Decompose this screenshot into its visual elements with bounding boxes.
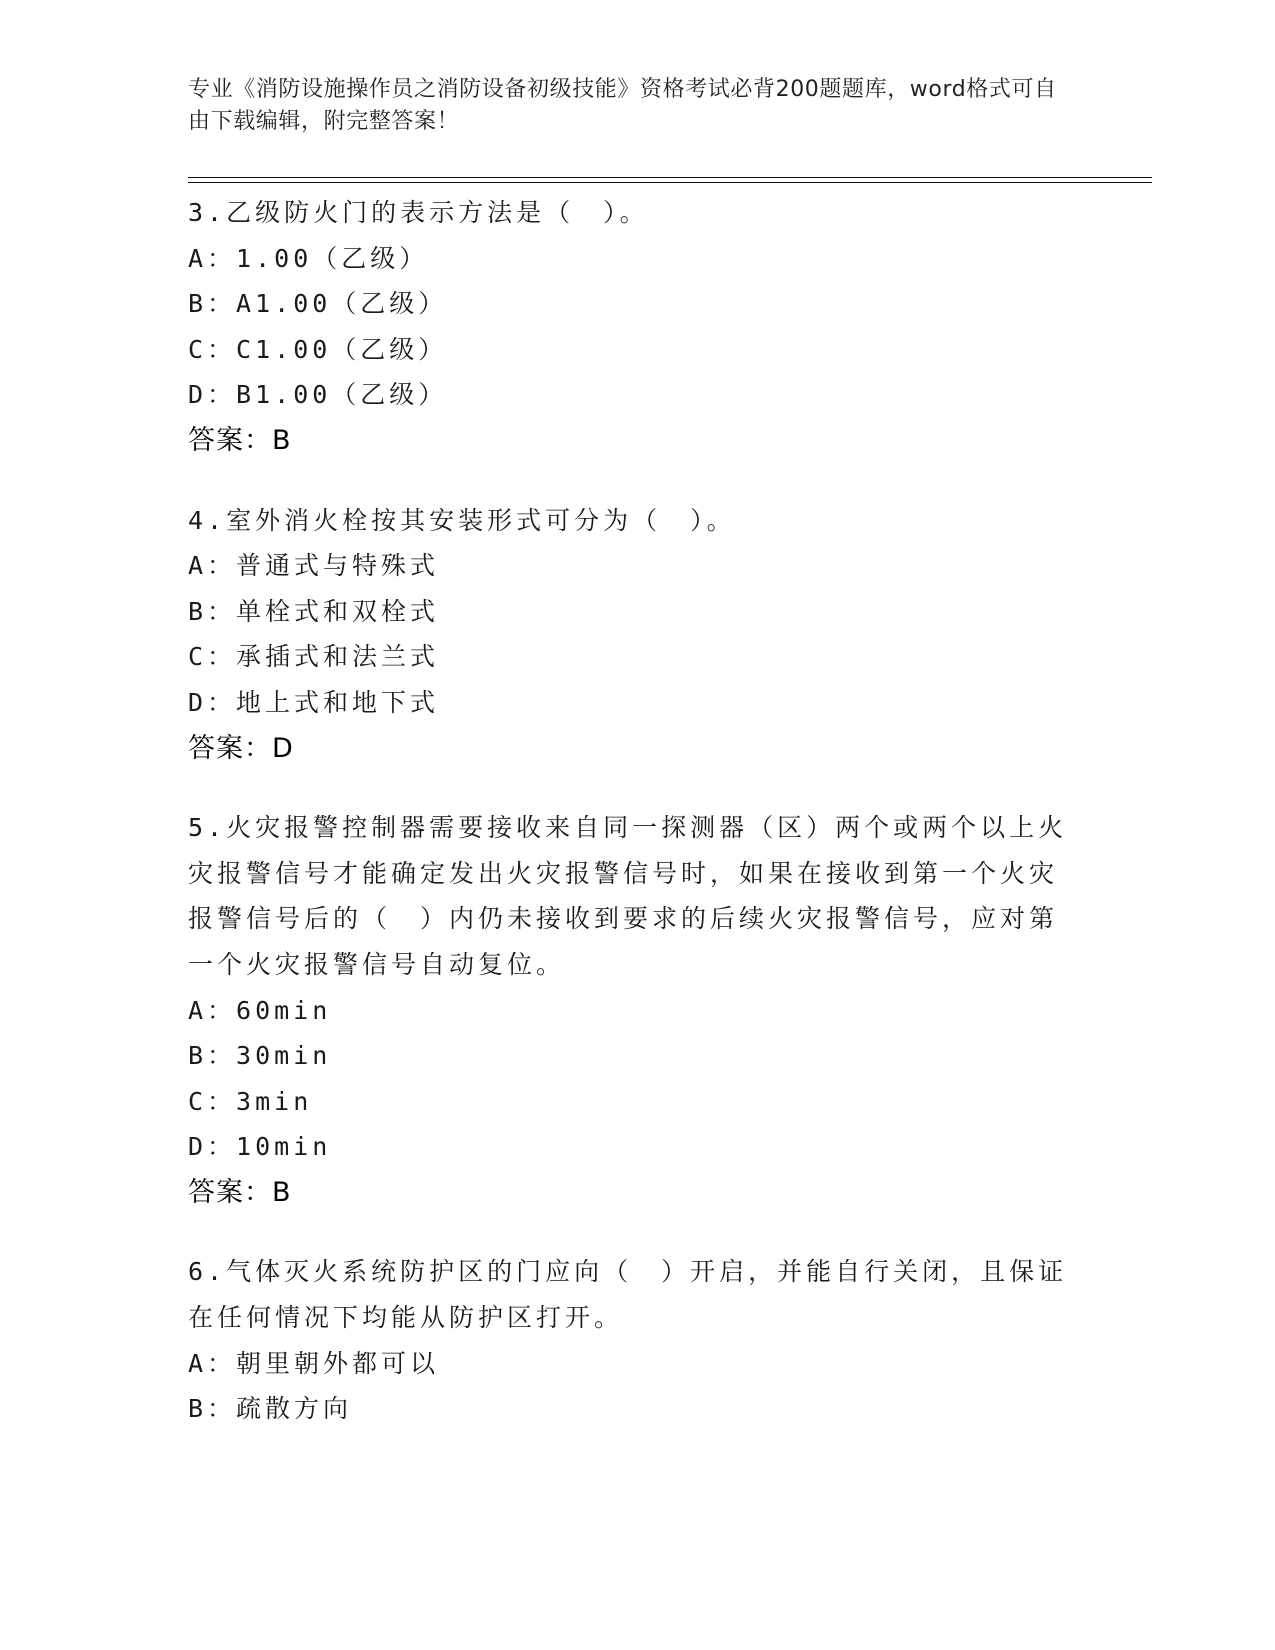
header-divider-bottom: [188, 182, 1152, 183]
header-divider-top: [188, 177, 1152, 178]
question-list: [188, 190, 1068, 1466]
answer-line: 答案：D: [188, 732, 294, 764]
question-stem: 3.乙级防火门的表示方法是（ ）。: [188, 198, 649, 227]
document-header: 专业《消防设施操作员之消防设备初级技能》资格考试必背200题题库，word格式可自由下载编辑，附完整答案！: [188, 77, 1057, 134]
question-5: [188, 805, 1068, 1215]
option-a: A：朝里朝外都可以: [188, 1348, 440, 1378]
question-stem: 6.气体灭火系统防护区的门应向（ ）开启，并能自行关闭，且保证在任何情况下均能从防护区打开。: [188, 1257, 1068, 1333]
option-d: D：B1.00（乙级）: [188, 380, 448, 410]
option-c: C：3min: [188, 1086, 313, 1116]
option-a: A：普通式与特殊式: [188, 551, 440, 581]
question-3: [188, 190, 1068, 464]
option-b: B：A1.00（乙级）: [188, 289, 448, 319]
option-c: C：承插式和法兰式: [188, 642, 440, 672]
option-b: B：疏散方向: [188, 1394, 353, 1424]
answer-line: 答案：B: [188, 1176, 292, 1208]
question-stem: 4.室外消火栓按其安装形式可分为（ ）。: [188, 505, 736, 535]
question-4: [188, 498, 1068, 772]
answer-line: 答案：B: [188, 424, 292, 456]
option-c: C：C1.00（乙级）: [188, 334, 448, 364]
option-d: D：地上式和地下式: [188, 687, 440, 717]
option-a: A：60min: [188, 995, 332, 1025]
question-stem: 5.火灾报警控制器需要接收来自同一探测器（区）两个或两个以上火灾报警信号才能确定发出火灾报警信号时，如果在接收到第一个火灾报警信号后的（ ）内仍未接收到要求的后续火灾报警信号，应对第一个火灾报警信号自动复位。: [188, 813, 1068, 979]
option-d: D：10min: [188, 1132, 332, 1162]
option-a: A：1.00（乙级）: [188, 243, 429, 273]
question-6: [188, 1249, 1068, 1431]
option-b: B：单栓式和双栓式: [188, 596, 440, 626]
option-b: B：30min: [188, 1041, 332, 1071]
